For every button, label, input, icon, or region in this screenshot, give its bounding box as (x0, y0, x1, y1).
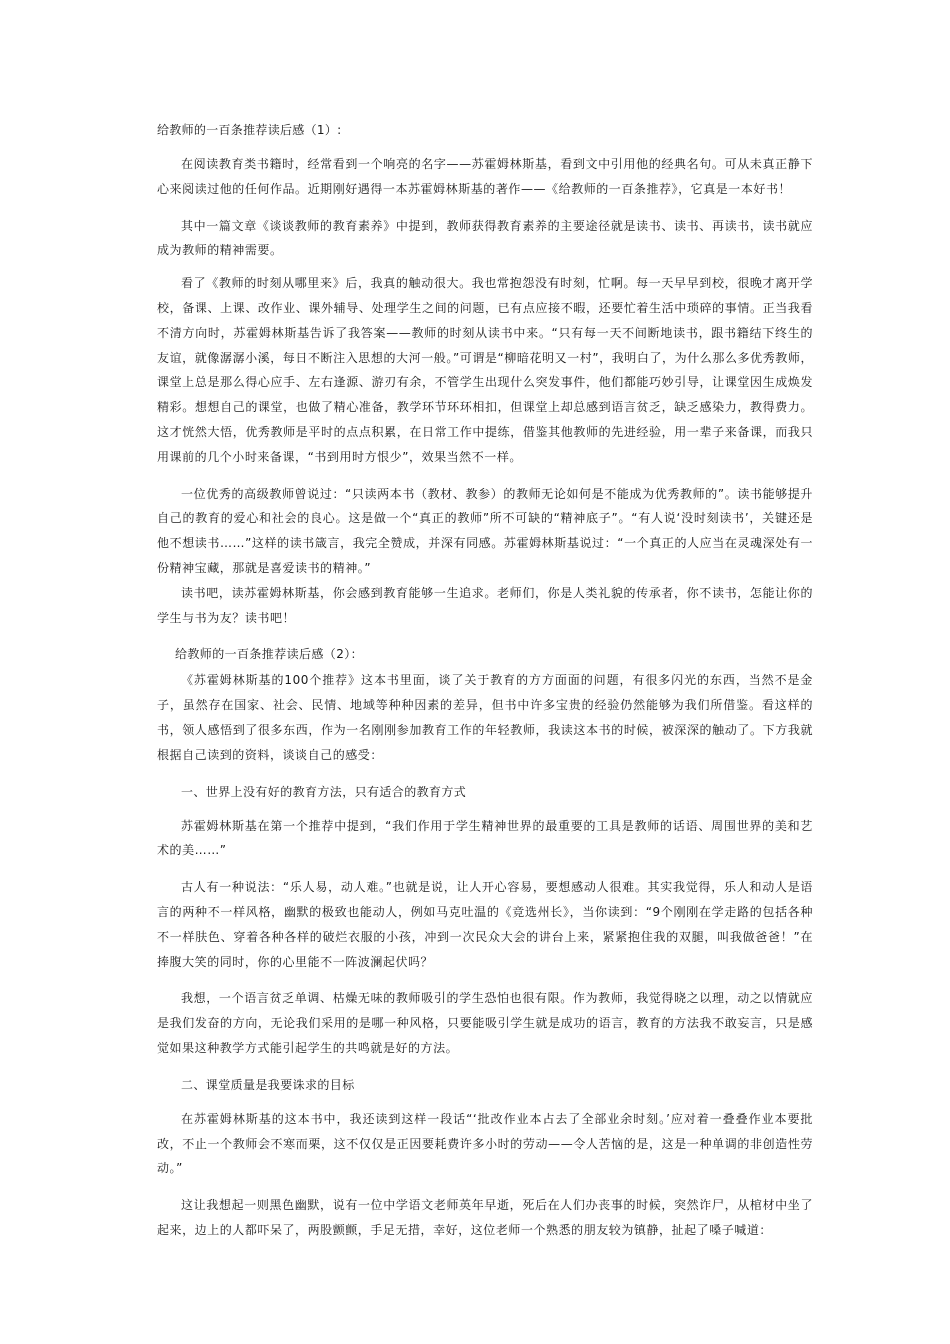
heading-1-paragraph-1: 苏霍姆林斯基在第一个推荐中提到，“我们作用于学生精神世界的最重要的工具是教师的话语、周围世界的美和艺术的美……” (157, 818, 813, 858)
section-1-paragraph-4: 一位优秀的高级教师曾说过：“只读两本书（教材、教参）的教师无论如何是不能成为优秀教师的”。读书能够提升自己的教育的爱心和社会的良心。这是做一个“真正的教师”所不可缺的“精神底子”。“有人说‘没时刻读书’，关键还是他不想读书……”这样的读书箴言，我完全赞成，并深有同感。苏霍姆林斯基说过：“一个真正的人应当在灵魂深处有一份精神宝藏，那就是喜爱读书的精神。” (157, 486, 813, 575)
heading-1-paragraph-3: 我想，一个语言贫乏单调、枯燥无味的教师吸引的学生恐怕也很有限。作为教师，我觉得晓之以理，动之以情就应是我们发奋的方向，无论我们采用的是哪一种风格，只要能吸引学生就是成功的语言，教育的方法我不敢妄言，只是感觉如果这种教学方式能引起学生的共鸣就是好的方法。 (157, 991, 813, 1055)
section-1-paragraph-3: 看了《教师的时刻从哪里来》后，我真的触动很大。我也常抱怨没有时刻，忙啊。每一天早早到校，很晚才离开学校，备课、上课、改作业、课外辅导、处理学生之间的问题，已有点应接不暇，还要忙着生活中琐碎的事情。正当我看不清方向时，苏霍姆林斯基告诉了我答案——教师的时刻从读书中来。“只有每一天不间断地读书，跟书籍结下终生的友谊，就像潺潺小溪，每日不断注入思想的大河一般。”可谓是“柳暗花明又一村”，我明白了，为什么那么多优秀教师，课堂上总是那么得心应手、左右逢源、游刃有余，不管学生出现什么突发事件，他们都能巧妙引导，让课堂因生成焕发精彩。想想自己的课堂，也做了精心准备，教学环节环环相扣，但课堂上却总感到语言贫乏，缺乏感染力，教得费力。这才恍然大悟，优秀教师是平时的点点积累，在日常工作中提练，借鉴其他教师的先进经验，用一辈子来备课，而我只用课前的几个小时来备课，“书到用时方恨少”，效果当然不一样。 (157, 276, 813, 464)
section-heading-1: 一、世界上没有好的教育方法，只有适合的教育方式 (181, 784, 467, 799)
section-heading-2: 二、课堂质量是我要诛求的目标 (181, 1077, 355, 1092)
section-1-paragraph-1: 在阅读教育类书籍时，经常看到一个响亮的名字——苏霍姆林斯基，看到文中引用他的经典名句。可从未真正静下心来阅读过他的任何作品。近期刚好遇得一本苏霍姆林斯基的著作——《给教师的一百条推荐》，它真是一本好书！ (157, 157, 813, 196)
section-1-paragraph-2: 其中一篇文章《谈谈教师的教育素养》中提到，教师获得教育素养的主要途径就是读书、读书、再读书，读书就应成为教师的精神需要。 (157, 218, 813, 258)
section-1-paragraph-5: 读书吧，读苏霍姆林斯基，你会感到教育能够一生追求。老师们，你是人类礼貌的传承者，你不读书，怎能让你的学生与书为友？读书吧！ (157, 585, 813, 625)
heading-1-paragraph-2: 古人有一种说法：“乐人易，动人难。”也就是说，让人开心容易，要想感动人很难。其实我觉得，乐人和动人是语言的两种不一样风格，幽默的极致也能动人，例如马克吐温的《竞选州长》，当你读到：“9个刚刚在学走路的包括各种不一样肤色、穿着各种各样的破烂衣服的小孩，冲到一次民众大会的讲台上来，紧紧抱住我的双腿，叫我做爸爸！”在捧腹大笑的同时，你的心里能不一阵波澜起伏吗？ (157, 880, 813, 969)
section-1-title: 给教师的一百条推荐读后感（1）: (157, 123, 342, 137)
section-2-paragraph-1: 《苏霍姆林斯基的100个推荐》这本书里面，谈了关于教育的方方面面的问题，有很多闪光的东西，当然不是金子，虽然存在国家、社会、民情、地域等种种因素的差异，但书中许多宝贵的经验仍然能够为我们所借鉴。看这样的书，领人感悟到了很多东西，作为一名刚刚参加教育工作的年轻教师，我读这本书的时候，被深深的触动了。下方我就根据自己读到的资料，谈谈自己的感受： (157, 673, 813, 762)
heading-2-paragraph-2: 这让我想起一则黑色幽默，说有一位中学语文老师英年早逝，死后在人们办丧事的时候，突然诈尸，从棺材中坐了起来，边上的人都吓呆了，两股颤颤，手足无措，幸好，这位老师一个熟悉的朋友较为镇静，扯起了嗓子喊道： (157, 1198, 813, 1237)
document-body (157, 118, 813, 1243)
heading-2-paragraph-1: 在苏霍姆林斯基的这本书中，我还读到这样一段话“‘批改作业本占去了全部业余时刻。’应对着一叠叠作业本要批改，不止一个教师会不寒而栗，这不仅仅是正因要耗费许多小时的劳动——令人苦恼的是，这是一种单调的非创造性劳动。” (157, 1111, 813, 1176)
section-2-title: 给教师的一百条推荐读后感（2）： (175, 647, 364, 662)
